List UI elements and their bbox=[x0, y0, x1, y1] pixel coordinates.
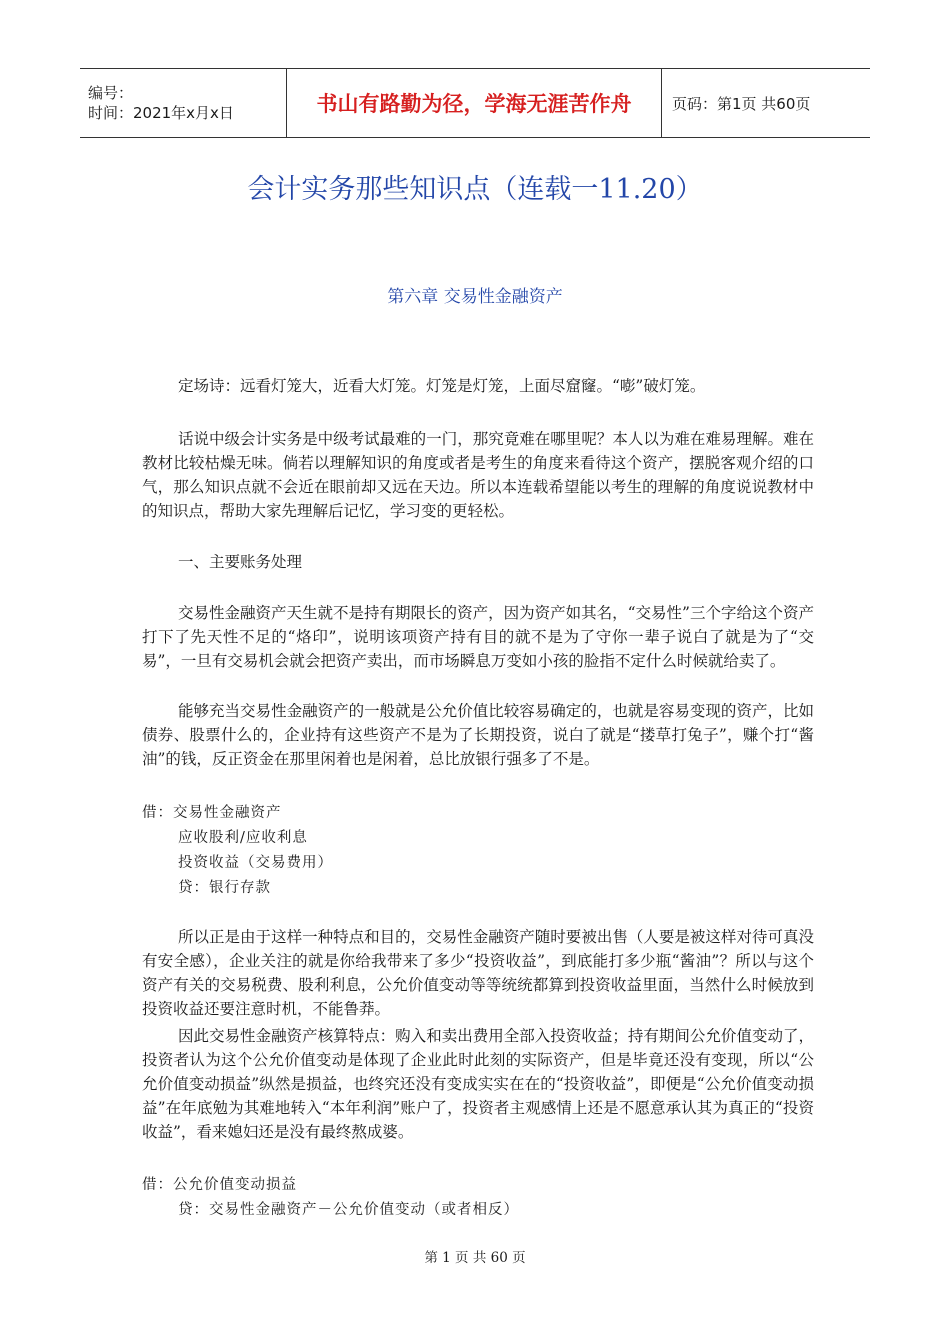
journal-entry-1-debit: 借：交易性金融资产 bbox=[142, 805, 282, 821]
chapter-heading: 第六章 交易性金融资产 bbox=[387, 287, 563, 307]
page-footer: 第 1 页 共 60 页 bbox=[424, 1250, 526, 1266]
header-page-label: 页码：第1页 共60页 bbox=[672, 94, 811, 113]
header-motto: 书山有路勤为径，学海无涯苦作舟 bbox=[287, 69, 662, 137]
journal-entry-2-debit: 借：公允价值变动损益 bbox=[142, 1177, 297, 1193]
body-paragraph-4: 因此交易性金融资产核算特点：购入和卖出费用全部入投资收益；持有期间公允价值变动了，投资者认为这个公允价值变动是体现了企业此时此刻的实际资产，但是毕竟还没有变现，所以“公允价值变动损益”纵然是损益，也终究还没有变成实实在在的“投资收益”，即便是“公允价值变动损益”在年底勉为其难地转入“本年利润”账户了，投资者主观感情上还是不愿意承认其为真正的“投资收益”，看来媳妇还是没有最终熬成婆。 bbox=[142, 1027, 814, 1141]
intro-paragraph: 话说中级会计实务是中级考试最难的一门，那究竟难在哪里呢？本人以为难在难易理解。难在教材比较枯燥无味。倘若以理解知识的角度或者是考生的角度来看待这个资产，摆脱客观介绍的口气，那么知识点就不会近在眼前却又远在天边。所以本连载希望能以考生的理解的角度说说教材中的知识点，帮助大家先理解后记忆，学习变的更轻松。 bbox=[142, 430, 814, 520]
header-info-cell bbox=[80, 69, 287, 137]
journal-entry-1-line-3: 投资收益（交易费用） bbox=[178, 855, 333, 871]
page-header bbox=[80, 68, 870, 138]
body-paragraph-1: 交易性金融资产天生就不是持有期限长的资产，因为资产如其名，“交易性”三个字给这个资产打下了先天性不足的“烙印”，说明该项资产持有目的就不是为了守你一辈子说白了就是为了“交易”，一旦有交易机会就会把资产卖出，而市场瞬息万变如小孩的脸指不定什么时候就给卖了。 bbox=[142, 604, 814, 670]
journal-entry-2-credit: 贷：交易性金融资产－公允价值变动（或者相反） bbox=[178, 1202, 519, 1218]
document-date-label: 时间：2021年x月x日 bbox=[88, 104, 234, 122]
body-paragraph-3: 所以正是由于这样一种特点和目的，交易性金融资产随时要被出售（人要是被这样对待可真没有安全感），企业关注的就是你给我带来了多少“投资收益”，到底能打多少瓶“酱油”？所以与这个资产有关的交易税费、股利利息，公允价值变动等等统统都算到投资收益里面，当然什么时候放到投资收益还要注意时机，不能鲁莽。 bbox=[142, 928, 814, 1018]
document-title: 会计实务那些知识点（连载一11.20） bbox=[247, 174, 703, 205]
section-heading: 一、主要账务处理 bbox=[178, 553, 303, 571]
document-number-label: 编号： bbox=[88, 84, 134, 102]
journal-entry-1-credit: 贷：银行存款 bbox=[178, 880, 271, 896]
body-paragraph-2: 能够充当交易性金融资产的一般就是公允价值比较容易确定的，也就是容易变现的资产，比如债券、股票什么的，企业持有这些资产不是为了长期投资，说白了就是“搂草打兔子”，赚个打“酱油”的钱，反正资金在那里闲着也是闲着，总比放银行强多了不是。 bbox=[142, 702, 814, 768]
journal-entry-1-line-2: 应收股利/应收利息 bbox=[178, 830, 308, 846]
opening-poem: 定场诗：远看灯笼大，近看大灯笼。灯笼是灯笼，上面尽窟窿。“嘭”破灯笼。 bbox=[178, 377, 706, 395]
